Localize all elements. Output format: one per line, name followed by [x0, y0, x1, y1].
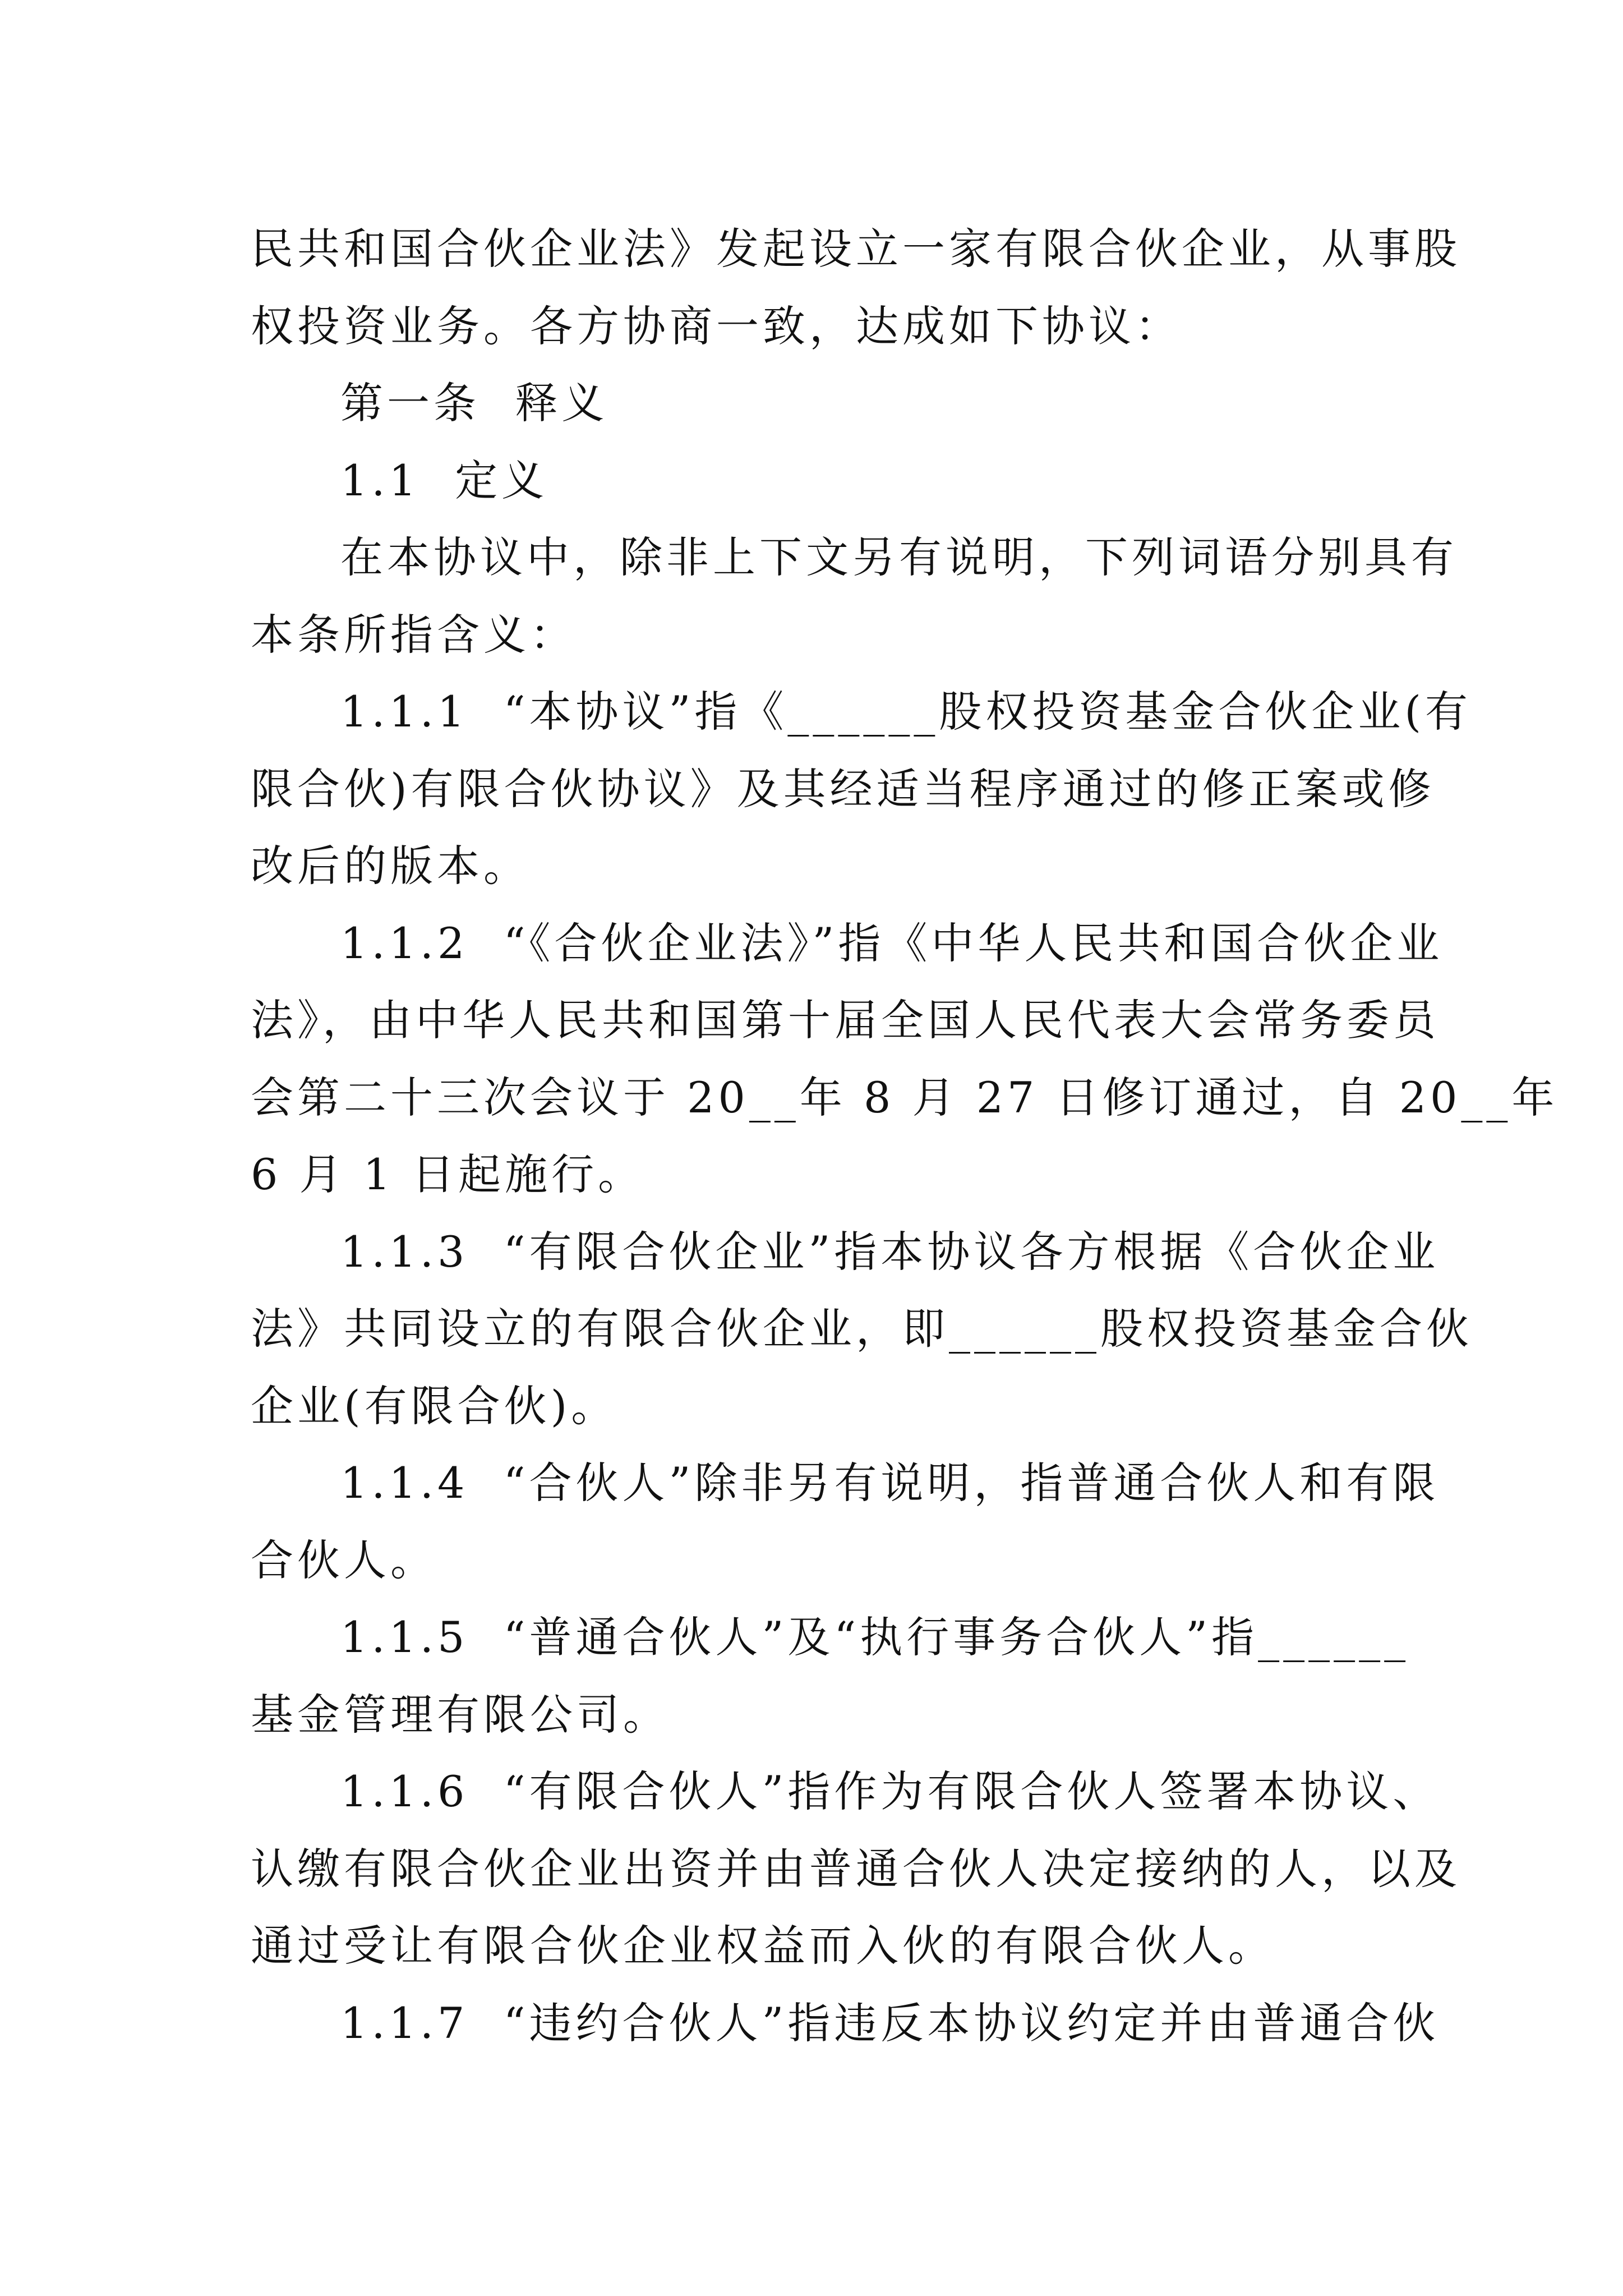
text-line: 法》，由中华人民共和国第十届全国人民代表大会常务委员 — [251, 995, 1440, 1045]
section-heading: 1.1 定义 — [340, 455, 548, 505]
text-line: 认缴有限合伙企业出资并由普通合伙人决定接纳的人，以及 — [251, 1843, 1461, 1894]
text-line: 法》共同设立的有限合伙企业，即______股权投资基金合伙 — [251, 1304, 1473, 1354]
text-line: 限合伙)有限合伙协议》及其经适当程序通过的修正案或修 — [251, 763, 1435, 814]
text-line: 合伙人。 — [251, 1535, 437, 1585]
article-heading: 第一条 释义 — [340, 378, 608, 428]
text-line: 改后的版本。 — [251, 841, 530, 891]
text-line: 基金管理有限公司。 — [251, 1689, 670, 1740]
clause-line: 1.1.2 “《合伙企业法》”指《中华人民共和国合伙企业 — [340, 918, 1444, 968]
clause-line: 1.1.1 “本协议”指《______股权投资基金合伙企业(有 — [340, 687, 1472, 737]
clause-line: 1.1.3 “有限合伙企业”指本协议各方根据《合伙企业 — [340, 1226, 1440, 1277]
text-line: 权投资业务。各方协商一致，达成如下协议： — [251, 301, 1182, 351]
text-line: 企业(有限合伙)。 — [251, 1381, 618, 1431]
clause-line: 1.1.6 “有限合伙人”指作为有限合伙人签署本协议、 — [340, 1766, 1440, 1816]
text-line: 6 月 1 日起施行。 — [251, 1149, 645, 1199]
clause-line: 1.1.5 “普通合伙人”及“执行事务合伙人”指______ — [340, 1612, 1410, 1662]
clause-line: 1.1.7 “违约合伙人”指违反本协议约定并由普通合伙 — [340, 1998, 1440, 2048]
text-line: 通过受让有限合伙企业权益而入伙的有限合伙人。 — [251, 1921, 1275, 1971]
text-line: 会第二十三次会议于 20__年 8 月 27 日修订通过，自 20__年 — [251, 1072, 1559, 1122]
text-line: 本条所指含义： — [251, 609, 577, 660]
agreement-body — [251, 210, 1559, 2062]
clause-line: 1.1.4 “合伙人”除非另有说明，指普通合伙人和有限 — [340, 1458, 1440, 1508]
text-line: 民共和国合伙企业法》发起设立一家有限合伙企业，从事股 — [251, 224, 1461, 274]
text-line: 在本协议中，除非上下文另有说明，下列词语分别具有 — [340, 532, 1458, 582]
